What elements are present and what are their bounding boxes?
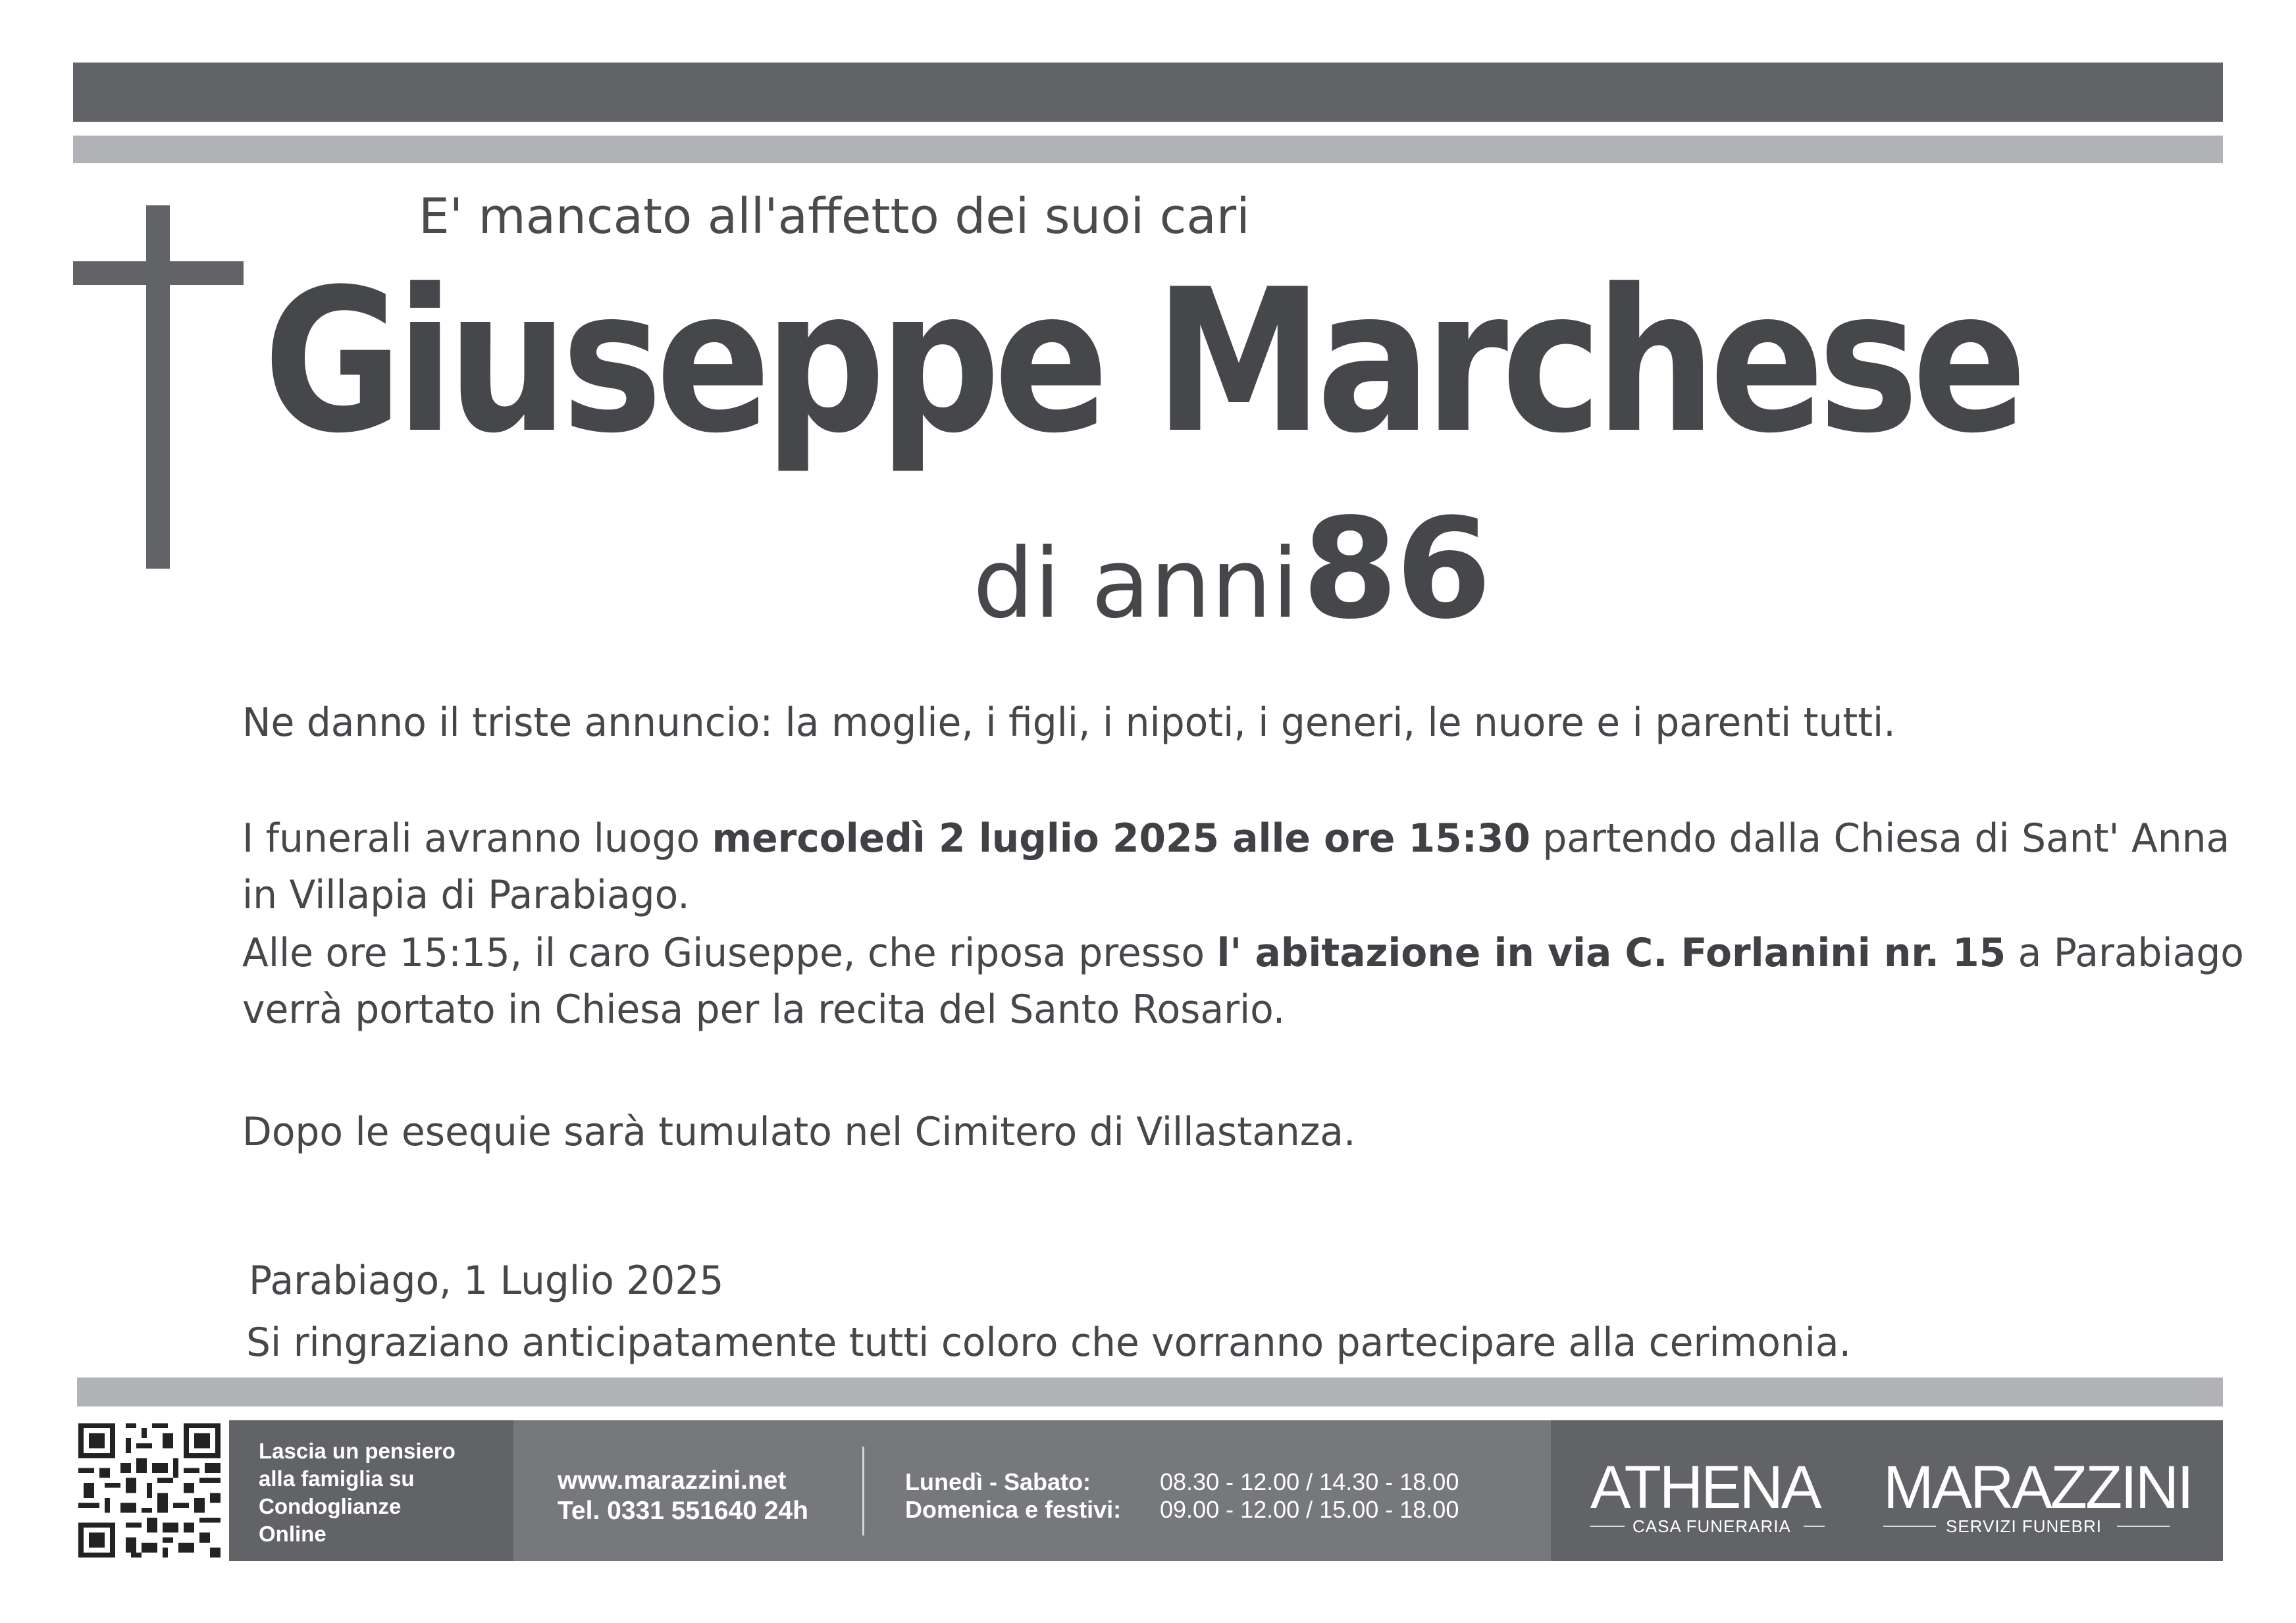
marazzini-subtitle: SERVIZI FUNEBRI [1946, 1516, 2102, 1536]
top-dark-bar [73, 63, 2223, 122]
brand-panel [1551, 1420, 2223, 1561]
funeral-datetime: mercoledì 2 luglio 2025 alle ore 15:30 [712, 815, 1530, 862]
funeral-line [242, 815, 2230, 862]
holiday-hours: 09.00 - 12.00 / 15.00 - 18.00 [1160, 1496, 1459, 1523]
burial-line: Dopo le esequie sarà tumulato nel Cimitero di Villastanza. [242, 1109, 1356, 1155]
athena-logo: ATHENA [1590, 1454, 1820, 1521]
cross-vertical [146, 205, 170, 569]
cross-horizontal [73, 261, 244, 285]
deceased-name: Giuseppe Marchese [263, 247, 2021, 477]
marazzini-rule-right [2117, 1526, 2170, 1527]
rosary-line-2: verrà portato in Chiesa per la recita del Santo Rosario. [242, 987, 1286, 1033]
top-light-bar [73, 136, 2223, 163]
contact-band [513, 1420, 1551, 1561]
rosary-line [242, 930, 2244, 976]
funeral-post: partendo dalla Chiesa di Sant' Anna [1530, 815, 2230, 862]
weekday-hours: 08.30 - 12.00 / 14.30 - 18.00 [1160, 1468, 1459, 1495]
athena-subtitle: CASA FUNERARIA [1632, 1516, 1791, 1536]
age-number: 86 [1301, 488, 1490, 650]
place-date: Parabiago, 1 Luglio 2025 [249, 1258, 724, 1304]
holiday-label: Domenica e festivi: [905, 1496, 1122, 1523]
marazzini-rule-left [1883, 1526, 1936, 1527]
age-prefix: di anni [973, 528, 1299, 640]
athena-rule-left [1590, 1526, 1625, 1527]
marazzini-logo: MARAZZINI [1883, 1454, 2192, 1521]
rosary-address: l' abitazione in via C. Forlanini nr. 15 [1216, 930, 2006, 976]
phone-number[interactable]: Tel. 0331 551640 24h [558, 1497, 808, 1525]
condolences-line-1: Lascia un pensiero [259, 1439, 456, 1463]
website-link[interactable]: www.marazzini.net [558, 1466, 787, 1495]
funeral-line-2: in Villapia di Parabiago. [242, 872, 690, 918]
qr-code-icon[interactable] [73, 1418, 226, 1562]
bottom-light-bar [77, 1378, 2223, 1406]
footer-divider [862, 1447, 864, 1535]
announcement-line: Ne danno il triste annuncio: la moglie, i figli, i nipoti, i generi, le nuore e i parenti tutti. [242, 700, 1896, 746]
condolences-line-2: alla famiglia su [259, 1466, 415, 1491]
intro-text: E' mancato all'affetto dei suoi cari [419, 188, 1250, 245]
age-line [973, 488, 1490, 650]
condolences-line-3: Condoglianze [259, 1494, 402, 1518]
condolences-panel[interactable] [229, 1420, 513, 1561]
athena-rule-right [1804, 1526, 1825, 1527]
thanks-line: Si ringraziano anticipatamente tutti coloro che vorranno partecipare alla cerimonia. [246, 1320, 1852, 1366]
weekday-label: Lunedì - Sabato: [905, 1468, 1091, 1495]
condolences-line-4: Online [259, 1522, 326, 1546]
rosary-pre: Alle ore 15:15, il caro Giuseppe, che riposa presso [242, 930, 1217, 976]
funeral-pre: I funerali avranno luogo [242, 815, 712, 862]
rosary-post: a Parabiago [2006, 930, 2244, 976]
